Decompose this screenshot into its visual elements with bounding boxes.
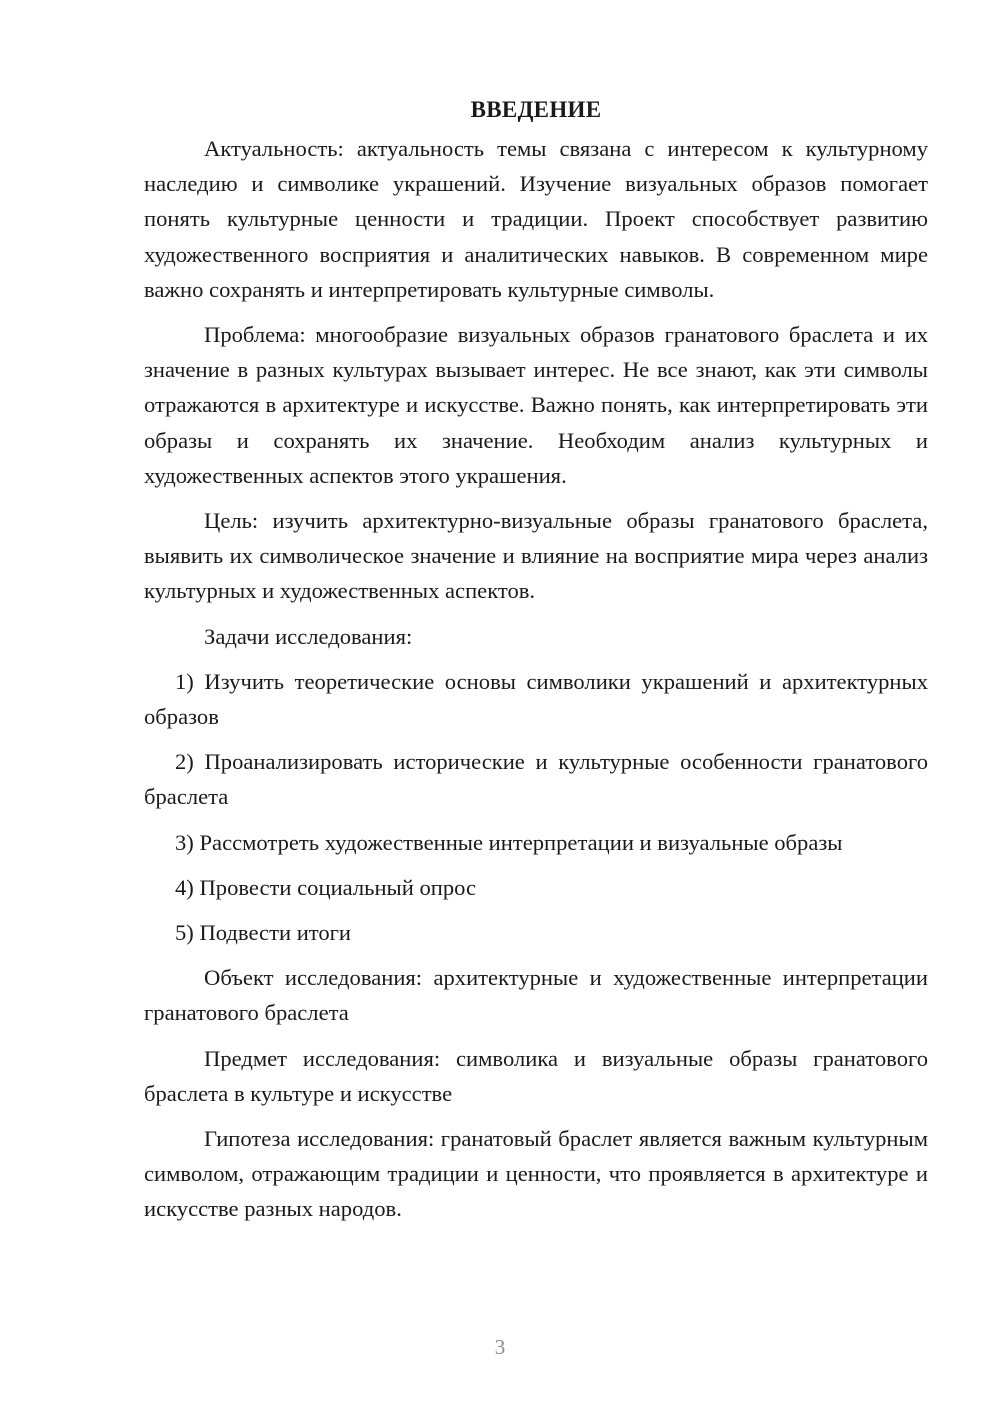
task-item-5: 5) Подвести итоги (175, 920, 352, 946)
document-page (144, 92, 928, 1237)
page-number: 3 (494, 1335, 506, 1359)
tasks-heading: Задачи исследования: (204, 623, 413, 649)
page-title: ВВЕДЕНИЕ (470, 97, 602, 122)
hypothesis-paragraph: Гипотеза исследования: гранатовый браслет является важным культурным символом, отражающим традиции и ценности, что проявляется в архитектуре и искусстве разных народов. (144, 1126, 928, 1222)
subject-paragraph: Предмет исследования: символика и визуальные образы гранатового браслета в культуре и искусстве (144, 1045, 928, 1106)
problem-paragraph: Проблема: многообразие визуальных образов гранатового браслета и их значение в разных культурах вызывает интерес. Не все знают, как эти символы отражаются в архитектуре и искусстве. Важно понять, как интерпретировать эти образы и сохранять их значение. Необходим анализ культурных и художественных аспектов этого украшения. (144, 322, 928, 488)
task-item-4: 4) Провести социальный опрос (175, 874, 477, 900)
relevance-paragraph: Актуальность: актуальность темы связана с интересом к культурному наследию и символике украшений. Изучение визуальных образов помогает понять культурные ценности и традиции. Проект способствует развитию художественного восприятия и аналитических навыков. В современном мире важно сохранять и интерпретировать культурные символы. (144, 136, 928, 302)
goal-paragraph: Цель: изучить архитектурно-визуальные образы гранатового браслета, выявить их символическое значение и влияние на восприятие мира через анализ культурных и художественных аспектов. (144, 508, 928, 604)
task-item-1: 1) Изучить теоретические основы символики украшений и архитектурных образов (144, 668, 928, 730)
object-paragraph: Объект исследования: архитектурные и художественные интерпретации гранатового браслета (144, 965, 928, 1026)
task-item-3: 3) Рассмотреть художественные интерпретации и визуальные образы (175, 829, 843, 855)
task-item-2: 2) Проанализировать исторические и культурные особенности гранатового браслета (144, 749, 928, 810)
